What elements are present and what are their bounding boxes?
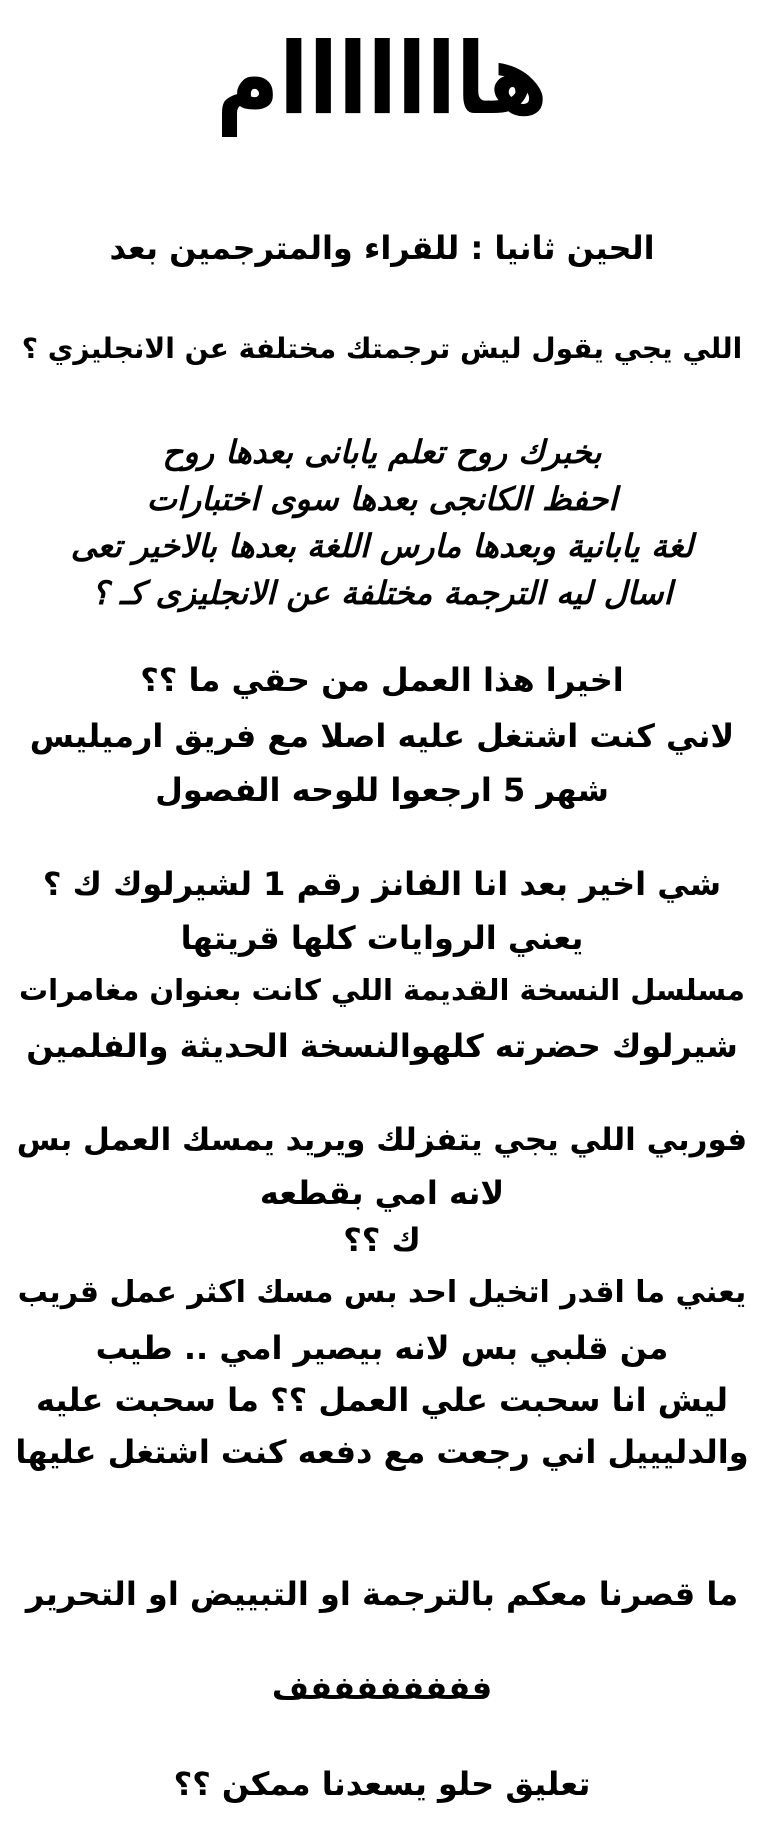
rights-line-2: لاني كنت اشتغل عليه اصلا مع فريق ارميليس xyxy=(29,717,735,755)
japanese-line-2: احفظ الكانجى بعدها سوى اختبارات xyxy=(146,480,618,518)
sherlock-line-2: يعني الروايات كلها قريتها xyxy=(180,919,584,957)
work-line-6: ليش انا سحبت علي العمل ؟؟ ما سحبت عليه xyxy=(35,1381,729,1419)
work-line-5: من قلبي بس لانه بيصير امي .. طيب xyxy=(95,1329,669,1367)
japanese-line-3: لغة يابانية وبعدها مارس اللغة بعدها بالاخير تعى xyxy=(70,527,694,565)
rights-line-3: شهر 5 ارجعوا للوحه الفصول xyxy=(155,771,609,809)
sherlock-line-3: مسلسل النسخة القديمة اللي كانت بعنوان مغامرات xyxy=(19,973,745,1007)
japanese-line-1: بخبرك روح تعلم يابانى بعدها روح xyxy=(162,433,602,471)
page-title: هااااااام xyxy=(216,21,548,137)
work-line-4: يعني ما اقدر اتخيل احد بس مسك اكثر عمل قريب xyxy=(17,1275,747,1310)
translation-question: اللي يجي يقول ليش ترجمتك مختلفة عن الانجليزي ؟ xyxy=(21,332,743,365)
work-line-1: فوربي اللي يجي يتفزلك ويريد يمسك العمل بس xyxy=(16,1122,748,1158)
rights-line-1: اخيرا هذا العمل من حقي ما ؟؟ xyxy=(140,661,624,699)
readers-heading: الحين ثانيا : للقراء والمترجمين بعد xyxy=(109,229,655,267)
sherlock-line-4: شيرلوك حضرته كلهوالنسخة الحديثة والفلمين xyxy=(26,1027,738,1065)
work-line-3: ك ؟؟ xyxy=(343,1221,421,1259)
japanese-line-4: اسال ليه الترجمة مختلفة عن الانجليزى كـ ؟ xyxy=(91,574,673,612)
work-line-2: لانه امي بقطعه xyxy=(259,1174,505,1212)
sherlock-line-1: شي اخير بعد انا الفانز رقم 1 لشيرلوك ك ؟ xyxy=(42,865,722,903)
thanks-line: ما قصرنا معكم بالترجمة او التبييض او التحرير xyxy=(25,1575,739,1613)
closing-line: تعليق حلو يسعدنا ممكن ؟؟ xyxy=(173,1765,591,1803)
laugh-line: ففففففففف xyxy=(271,1669,493,1707)
work-line-7: والدليييل اني رجعت مع دفعه كنت اشتغل عليها xyxy=(15,1433,749,1471)
